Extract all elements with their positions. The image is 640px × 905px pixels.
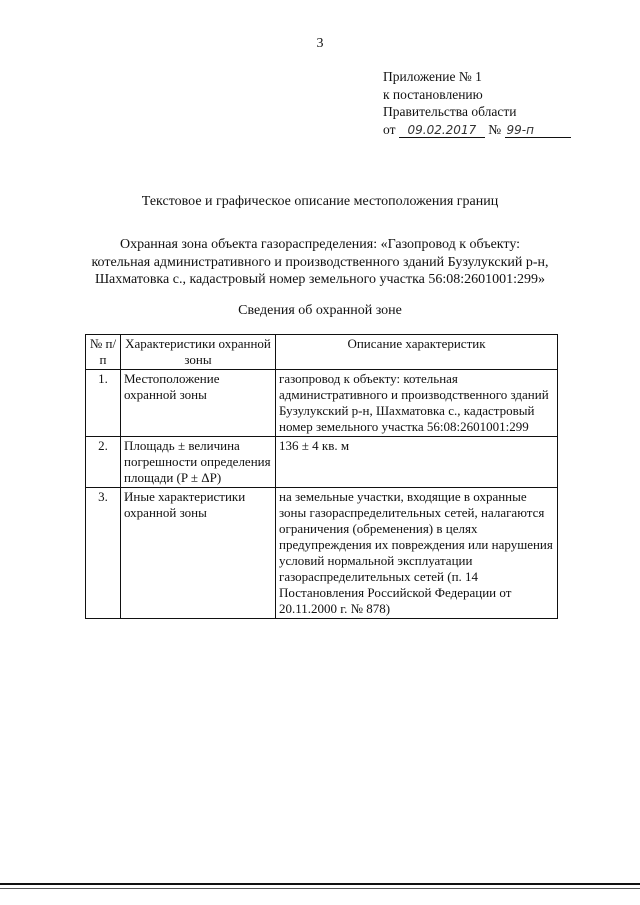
row-num: 2.	[86, 437, 121, 488]
date-prefix: от	[383, 121, 396, 137]
row-characteristic: Иные характеристики охранной зоны	[121, 488, 276, 619]
page-number: 3	[316, 36, 324, 51]
row-characteristic: Площадь ± величина погрешности определения площади (P ± ΔP)	[121, 437, 276, 488]
handwritten-number: 99-п	[505, 123, 571, 138]
header-characteristics: Характеристики охранной зоны	[121, 335, 276, 370]
zone-description	[30, 236, 610, 289]
table-row	[86, 488, 558, 619]
zone-description-line-2: котельная административного и производственного зданий Бузулукский р-н,	[91, 254, 549, 270]
row-characteristic: Местоположение охранной зоны	[121, 370, 276, 437]
protection-zone-table	[85, 334, 558, 619]
row-num: 1.	[86, 370, 121, 437]
footer-rule	[0, 883, 640, 885]
table-header-row	[86, 335, 558, 370]
table-row	[86, 370, 558, 437]
section-title: Сведения об охранной зоне	[238, 303, 402, 318]
row-description: газопровод к объекту: котельная административного и производственного зданий Бузулукский р-н, Шахматовка с., кадастровый номер земельного участка 56:08:2601001:299	[276, 370, 558, 437]
document-title: Текстовое и графическое описание местоположения границ	[141, 194, 499, 209]
appendix-line-1: Приложение № 1	[383, 69, 482, 84]
appendix-line-3: Правительства области	[383, 104, 517, 119]
header-num: № п/п	[86, 335, 121, 370]
appendix-date-line	[383, 121, 571, 139]
row-num: 3.	[86, 488, 121, 619]
appendix-block	[383, 68, 571, 138]
row-description: на земельные участки, входящие в охранные зоны газораспределительных сетей, налагаются ограничения (обременения) в целях предупреждения их повреждения или нарушения условий нормальной эксплуатации газораспределительных сетей (п. 14 Постановления Российской Федерации от 20.11.2000 г. № 878)	[276, 488, 558, 619]
table-row	[86, 437, 558, 488]
number-prefix: №	[488, 121, 502, 137]
zone-description-line-3: Шахматовка с., кадастровый номер земельного участка 56:08:2601001:299»	[94, 272, 546, 287]
row-description: 136 ± 4 кв. м	[276, 437, 558, 488]
handwritten-date: 09.02.2017	[399, 123, 485, 138]
appendix-line-2: к постановлению	[383, 86, 483, 102]
footer-rule-thin	[0, 888, 640, 889]
header-description: Описание характеристик	[276, 335, 558, 370]
zone-description-line-1: Охранная зона объекта газораспределения: «Газопровод к объекту:	[119, 237, 521, 252]
